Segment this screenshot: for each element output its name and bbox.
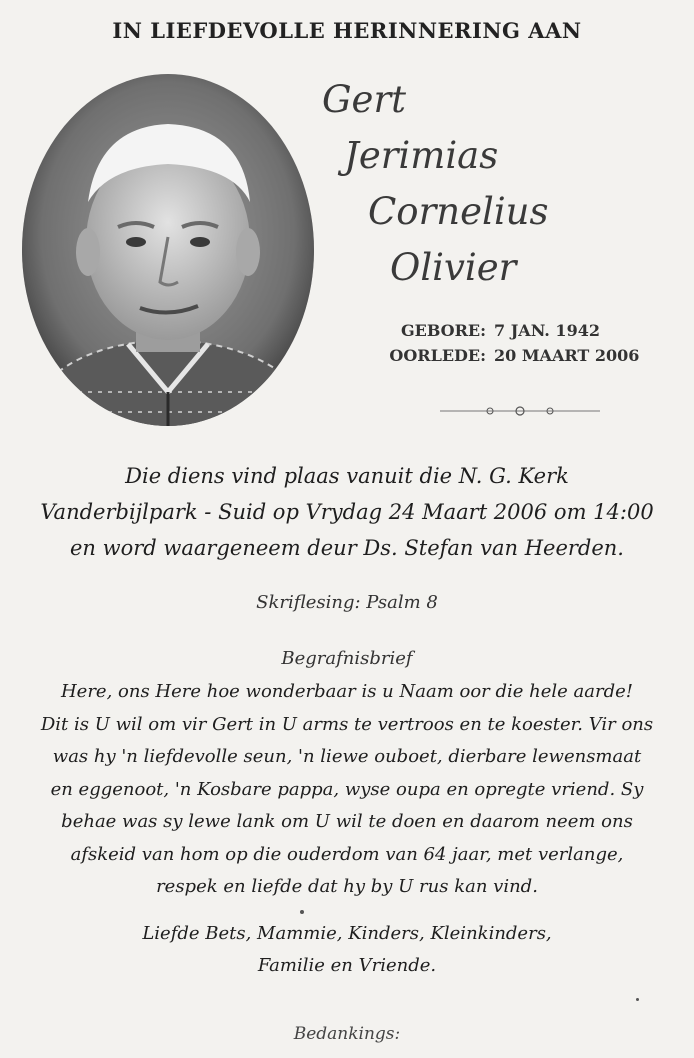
service-details bbox=[0, 458, 694, 566]
portrait-photo bbox=[18, 72, 318, 432]
service-line-2: Vanderbijlpark - Suid op Vrydag 24 Maart 2006 om 14:00 bbox=[40, 500, 654, 524]
born-label: GEBORE: bbox=[400, 321, 486, 340]
letter-line: Here, ons Here hoe wonderbaar is u Naam oor die hele aarde! bbox=[60, 681, 634, 702]
ornament-divider bbox=[440, 404, 600, 418]
funeral-letter-title: Begrafnisbrief bbox=[281, 648, 413, 669]
name-line-3: Cornelius bbox=[368, 190, 549, 233]
letter-line: afskeid van hom op die ouderdom van 64 jaar, met verlange, bbox=[70, 843, 624, 865]
born-value: 7 JAN. 1942 bbox=[494, 321, 600, 340]
letter-line: respek en liefde dat hy by U rus kan vind. bbox=[156, 876, 538, 897]
print-speck bbox=[636, 998, 639, 1001]
name-line-4: Olivier bbox=[390, 246, 517, 289]
memorial-heading: IN LIEFDEVOLLE HERINNERING AAN bbox=[112, 18, 582, 43]
letter-line: Dit is U wil om vir Gert in U arms te vertroos en te koester. Vir ons bbox=[40, 713, 654, 735]
signoff-line-2: Familie en Vriende. bbox=[257, 955, 437, 976]
thanks-heading: Bedankings: bbox=[293, 1024, 401, 1044]
name-line-1: Gert bbox=[322, 78, 407, 121]
life-dates bbox=[386, 318, 639, 368]
family-signoff bbox=[0, 918, 694, 982]
born-row bbox=[386, 318, 639, 343]
signoff-line-1: Liefde Bets, Mammie, Kinders, Kleinkinders, bbox=[142, 923, 552, 944]
letter-line: behae was sy lewe lank om U wil te doen en daarom neem ons bbox=[61, 811, 633, 832]
name-line-2: Jerimias bbox=[344, 134, 499, 177]
letter-line: was hy 'n liefdevolle seun, 'n liewe ouboet, dierbare lewensmaat bbox=[52, 746, 642, 767]
scripture-reading: Skriflesing: Psalm 8 bbox=[256, 592, 438, 613]
service-line-3: en word waargeneem deur Ds. Stefan van Heerden. bbox=[70, 536, 624, 560]
letter-line: en eggenoot, 'n Kosbare pappa, wyse oupa en opregte vriend. Sy bbox=[50, 778, 644, 800]
died-row bbox=[386, 343, 639, 368]
funeral-letter bbox=[0, 676, 694, 904]
died-label: OORLEDE: bbox=[389, 346, 486, 365]
died-value: 20 MAART 2006 bbox=[494, 346, 640, 365]
service-line-1: Die diens vind plaas vanuit die N. G. Kerk bbox=[125, 464, 569, 488]
print-speck bbox=[300, 910, 304, 914]
